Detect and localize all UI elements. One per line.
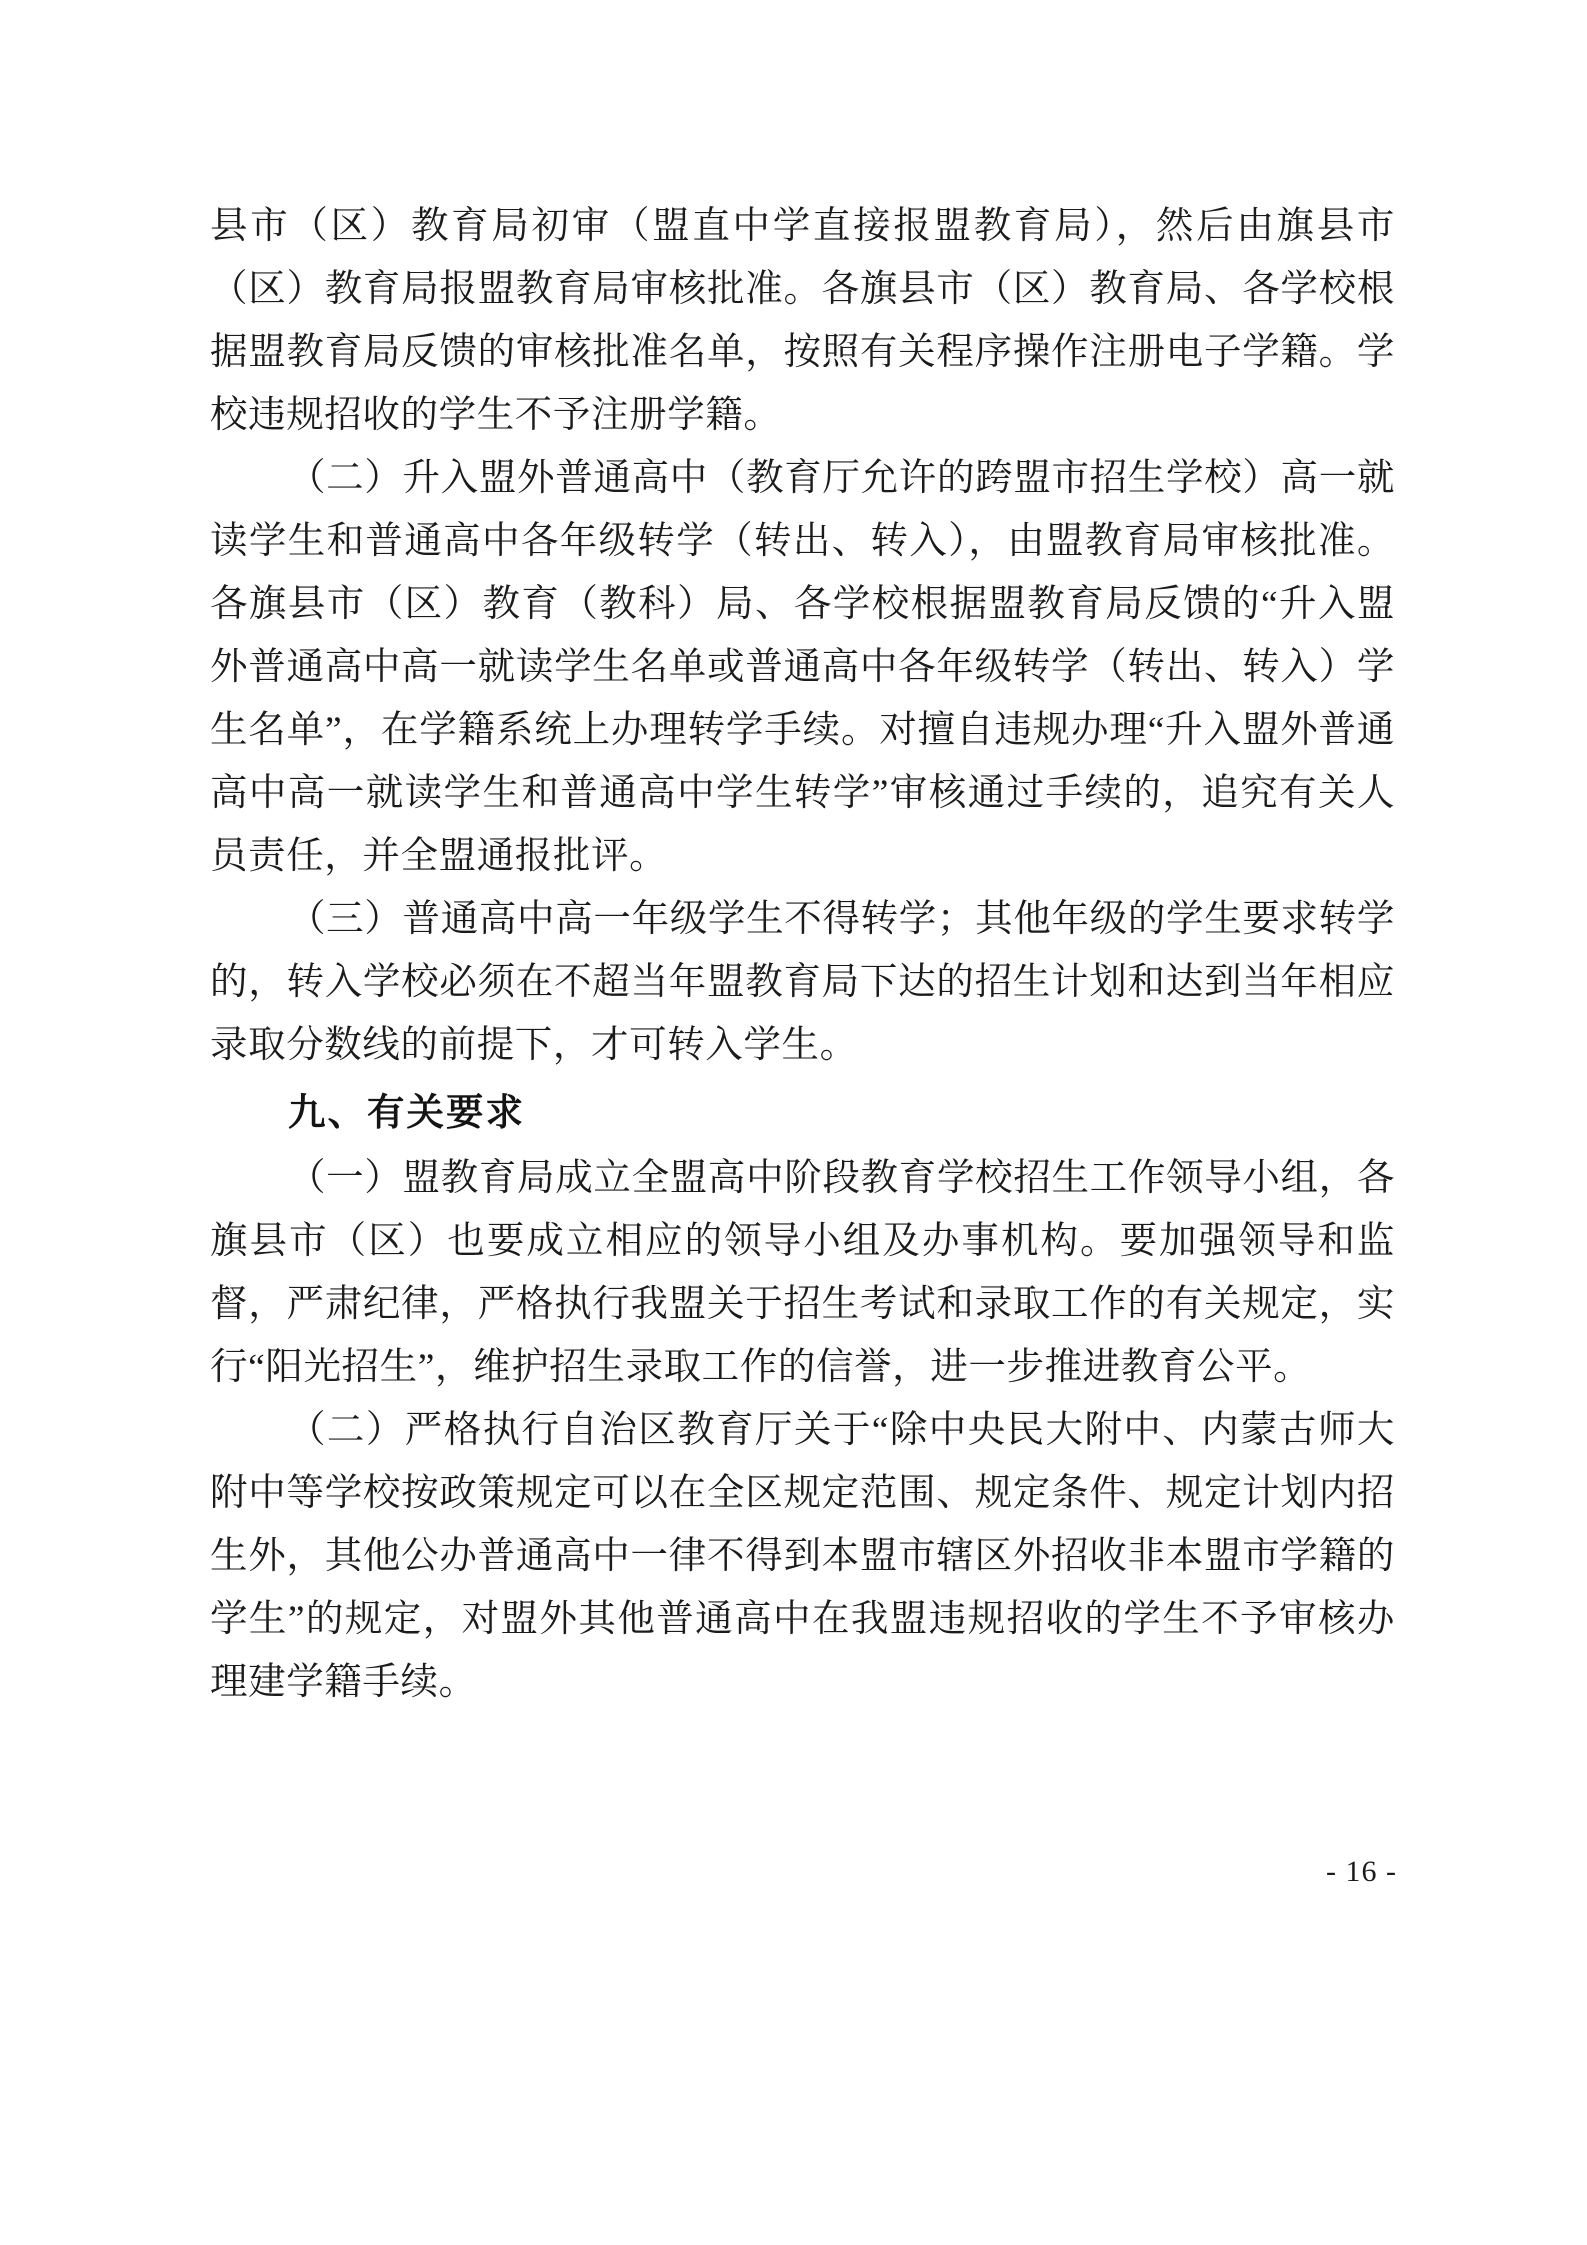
paragraph-requirement-one: （一）盟教育局成立全盟高中阶段教育学校招生工作领导小组，各旗县市（区）也要成立相应的领导小组及办事机构。要加强领导和监督，严肃纪律，严格执行我盟关于招生考试和录取工作的有关规定，实行“阳光招生”，维护招生录取工作的信誉，进一步推进教育公平。 [210,1158,1395,1388]
paragraph-item-two: （二）升入盟外普通高中（教育厅允许的跨盟市招生学校）高一就读学生和普通高中各年级转学（转出、转入），由盟教育局审核批准。各旗县市（区）教育（教科）局、各学校根据盟教育局反馈的“升入盟外普通高中高一就读学生名单或普通高中各年级转学（转出、转入）学生名单”，在学籍系统上办理转学手续。对擅自违规办理“升入盟外普通高中高一就读学生和普通高中学生转学”审核通过手续的，追究有关人员责任，并全盟通报批评。 [210,458,1395,877]
page-number: - 16 - [1326,1855,1397,1888]
section-heading-nine: 九、有关要求 [288,1091,525,1133]
document-body [210,195,1395,1714]
paragraph-item-three: （三）普通高中高一年级学生不得转学；其他年级的学生要求转学的，转入学校必须在不超当年盟教育局下达的招生计划和达到当年相应录取分数线的前提下，才可转入学生。 [210,899,1395,1066]
paragraph-continuation: 县市（区）教育局初审（盟直中学直接报盟教育局），然后由旗县市（区）教育局报盟教育局审核批准。各旗县市（区）教育局、各学校根据盟教育局反馈的审核批准名单，按照有关程序操作注册电子学籍。学校违规招收的学生不予注册学籍。 [210,206,1395,436]
paragraph-requirement-two: （二）严格执行自治区教育厅关于“除中央民大附中、内蒙古师大附中等学校按政策规定可以在全区规定范围、规定条件、规定计划内招生外，其他公办普通高中一律不得到本盟市辖区外招收非本盟市学籍的学生”的规定，对盟外其他普通高中在我盟违规招收的学生不予审核办理建学籍手续。 [210,1410,1395,1703]
